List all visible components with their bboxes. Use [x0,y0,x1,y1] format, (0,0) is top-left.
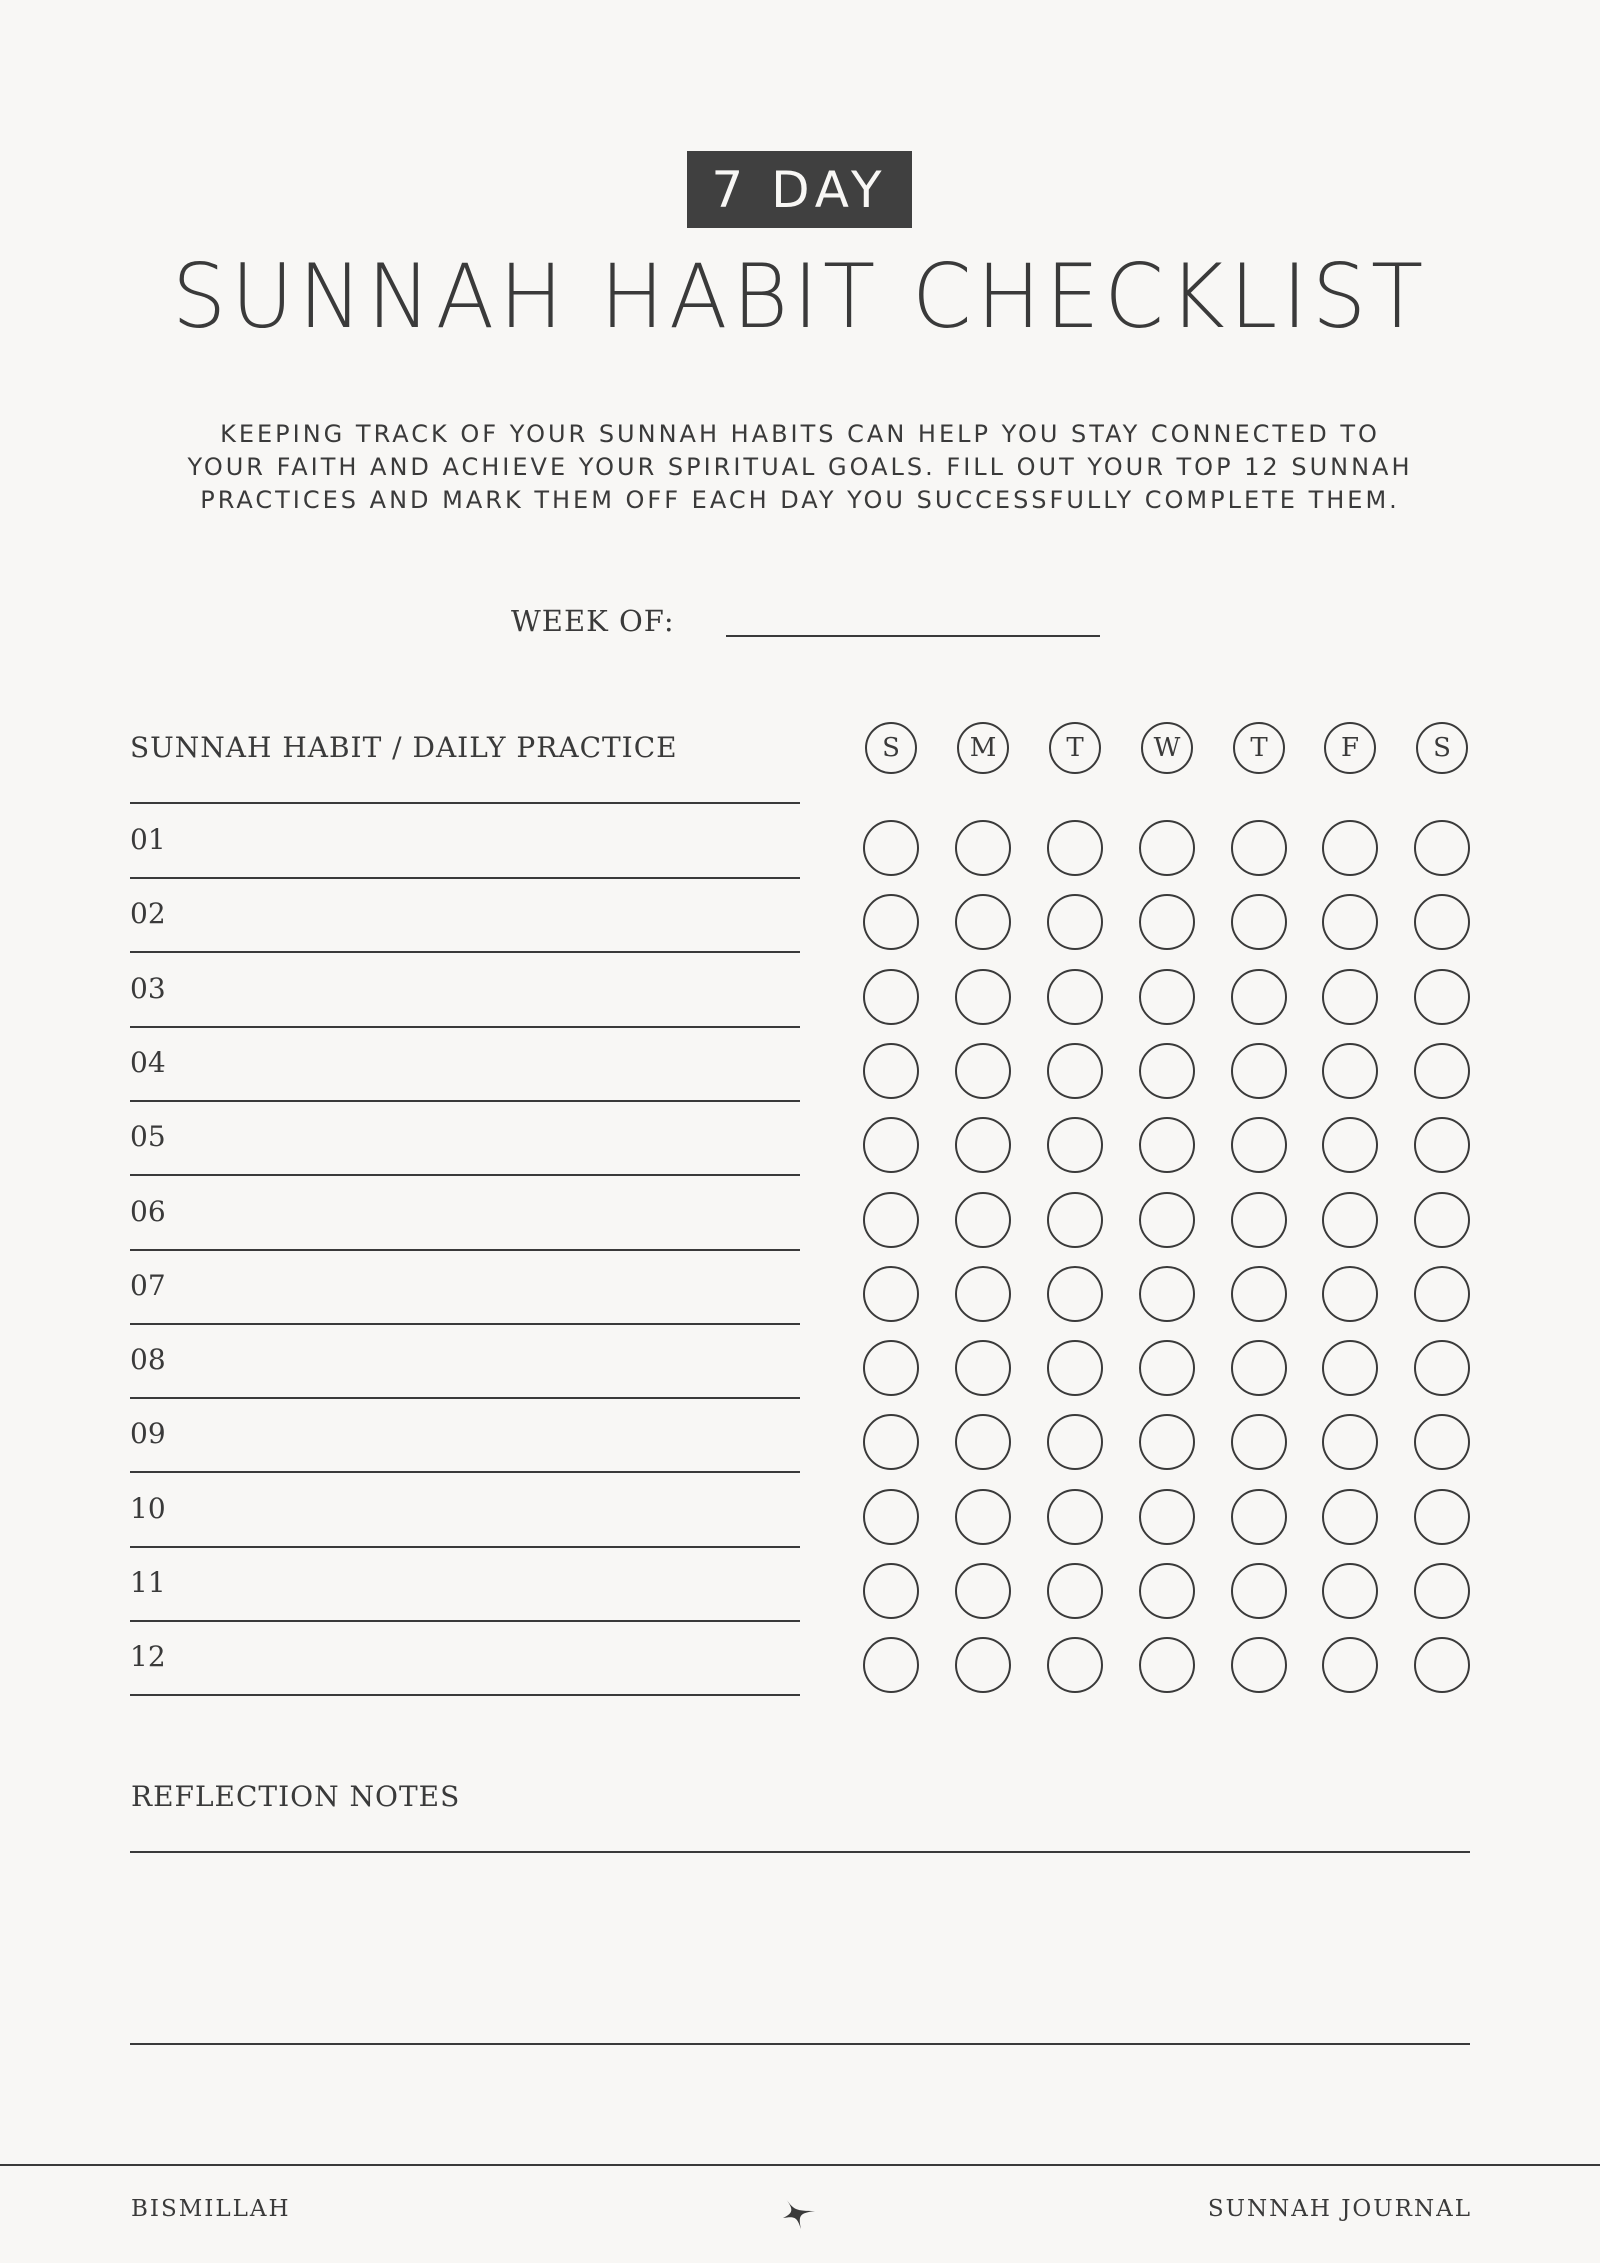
day-count-badge: 7 DAY [687,151,912,228]
day-checkbox[interactable] [1322,1266,1378,1322]
day-checkbox[interactable] [1322,820,1378,876]
row-number: 06 [130,1194,166,1228]
day-checkbox[interactable] [1139,1637,1195,1693]
day-checkbox[interactable] [1322,969,1378,1025]
day-checkbox[interactable] [1139,1266,1195,1322]
row-number: 01 [130,823,166,856]
day-header: S [1416,722,1468,774]
day-checkbox[interactable] [1231,1414,1287,1470]
day-checkbox[interactable] [955,969,1011,1025]
day-checkbox[interactable] [1231,1043,1287,1099]
day-checkbox[interactable] [1047,1414,1103,1470]
row-number: 04 [130,1045,166,1079]
day-checkbox[interactable] [1414,1637,1470,1693]
day-checkbox[interactable] [955,1414,1011,1470]
day-checkbox[interactable] [1231,1489,1287,1545]
day-checkbox[interactable] [1047,1117,1103,1173]
habit-column-header: SUNNAH HABIT / DAILY PRACTICE [130,731,678,764]
day-checkbox[interactable] [955,1192,1011,1248]
day-checkbox[interactable] [1231,1117,1287,1173]
habit-entry-line[interactable] [130,1546,800,1548]
day-checkbox[interactable] [1414,1340,1470,1396]
day-checkbox[interactable] [1322,1340,1378,1396]
row-number: 09 [130,1417,166,1451]
day-checkbox[interactable] [1047,1192,1103,1248]
day-checkbox[interactable] [1322,1192,1378,1248]
day-checkbox[interactable] [1047,969,1103,1025]
page-title: SUNNAH HABIT CHECKLIST [171,245,1429,348]
day-checkbox[interactable] [1231,1340,1287,1396]
day-checkbox[interactable] [1047,894,1103,950]
description-line: YOUR FAITH AND ACHIEVE YOUR SPIRITUAL GOALS. FILL OUT YOUR TOP 12 SUNNAH [187,453,1413,481]
day-checkbox[interactable] [1414,1414,1470,1470]
day-checkbox[interactable] [1139,1117,1195,1173]
day-checkbox[interactable] [863,1266,919,1322]
habit-entry-line[interactable] [130,1100,800,1102]
day-checkbox[interactable] [1231,1637,1287,1693]
description-line: KEEPING TRACK OF YOUR SUNNAH HABITS CAN HELP YOU STAY CONNECTED TO [220,420,1380,448]
day-checkbox[interactable] [1322,1414,1378,1470]
day-checkbox[interactable] [863,1192,919,1248]
day-header: T [1049,722,1101,774]
day-checkbox[interactable] [863,894,919,950]
day-checkbox[interactable] [1139,1414,1195,1470]
day-checkbox[interactable] [1322,1637,1378,1693]
habit-entry-line[interactable] [130,1471,800,1473]
day-checkbox[interactable] [1414,1489,1470,1545]
row-number: 08 [130,1343,166,1377]
row-number: 07 [130,1268,166,1302]
day-checkbox[interactable] [1047,1489,1103,1545]
day-checkbox[interactable] [1047,1637,1103,1693]
habit-entry-line[interactable] [130,1694,800,1696]
day-checkbox[interactable] [955,1266,1011,1322]
habit-entry-line[interactable] [130,1397,800,1399]
day-checkbox[interactable] [955,894,1011,950]
footer-right-text: SUNNAH JOURNAL [1207,2196,1472,2222]
day-checkbox[interactable] [955,820,1011,876]
day-checkbox[interactable] [1139,1340,1195,1396]
day-checkbox[interactable] [863,1563,919,1619]
footer-left-text: BISMILLAH [131,2196,291,2222]
day-checkbox[interactable] [1414,1043,1470,1099]
habit-entry-line[interactable] [130,877,800,879]
reflection-note-line[interactable] [130,2043,1470,2045]
habit-entry-line[interactable] [130,1323,800,1325]
description-line: PRACTICES AND MARK THEM OFF EACH DAY YOU SUCCESSFULLY COMPLETE THEM. [200,486,1400,514]
day-checkbox[interactable] [1139,820,1195,876]
footer-divider [0,2164,1600,2166]
day-checkbox[interactable] [1414,1192,1470,1248]
day-checkbox[interactable] [1047,1043,1103,1099]
day-checkbox[interactable] [863,1117,919,1173]
day-checkbox[interactable] [955,1117,1011,1173]
day-checkbox[interactable] [1231,1266,1287,1322]
day-checkbox[interactable] [955,1340,1011,1396]
row-number: 12 [130,1640,166,1674]
day-checkbox[interactable] [1322,1563,1378,1619]
day-checkbox[interactable] [1231,820,1287,876]
row-number: 10 [130,1491,166,1525]
day-checkbox[interactable] [1322,894,1378,950]
day-checkbox[interactable] [863,1340,919,1396]
day-checkbox[interactable] [863,820,919,876]
day-header: S [865,722,917,774]
day-checkbox[interactable] [1414,1117,1470,1173]
day-checkbox[interactable] [1414,820,1470,876]
habit-entry-line[interactable] [130,1026,800,1028]
habit-entry-line[interactable] [130,951,800,953]
day-checkbox[interactable] [1139,894,1195,950]
week-of-field[interactable] [726,635,1100,637]
day-header: T [1233,722,1285,774]
day-checkbox[interactable] [863,1414,919,1470]
day-checkbox[interactable] [1414,1266,1470,1322]
day-checkbox[interactable] [1047,1266,1103,1322]
day-checkbox[interactable] [1139,969,1195,1025]
day-checkbox[interactable] [1231,1192,1287,1248]
day-checkbox[interactable] [1047,1563,1103,1619]
row-number: 11 [130,1566,166,1599]
day-checkbox[interactable] [1414,1563,1470,1619]
day-checkbox[interactable] [1231,969,1287,1025]
day-checkbox[interactable] [1047,1340,1103,1396]
reflection-notes-label: REFLECTION NOTES [131,1780,461,1813]
day-checkbox[interactable] [1139,1489,1195,1545]
day-checkbox[interactable] [1322,1043,1378,1099]
day-header: W [1141,722,1193,774]
habit-entry-line[interactable] [130,1249,800,1251]
four-point-star-icon [780,2195,818,2233]
day-header: M [957,722,1009,774]
day-checkbox[interactable] [863,1489,919,1545]
day-checkbox[interactable] [1322,1117,1378,1173]
day-checkbox[interactable] [1414,894,1470,950]
day-checkbox[interactable] [1047,820,1103,876]
day-checkbox[interactable] [955,1043,1011,1099]
day-checkbox[interactable] [955,1563,1011,1619]
day-checkbox[interactable] [955,1489,1011,1545]
row-divider [130,802,800,804]
reflection-note-line[interactable] [130,1851,1470,1853]
habit-entry-line[interactable] [130,1620,800,1622]
day-checkbox[interactable] [1139,1043,1195,1099]
week-of-label: WEEK OF: [511,604,675,638]
day-checkbox[interactable] [955,1637,1011,1693]
day-checkbox[interactable] [1414,969,1470,1025]
day-header: F [1324,722,1376,774]
habit-entry-line[interactable] [130,1174,800,1176]
day-checkbox[interactable] [863,969,919,1025]
row-number: 02 [130,897,166,931]
day-checkbox[interactable] [863,1637,919,1693]
day-checkbox[interactable] [1231,1563,1287,1619]
description [140,418,1460,517]
row-number: 03 [130,971,166,1005]
day-checkbox[interactable] [863,1043,919,1099]
day-checkbox[interactable] [1322,1489,1378,1545]
day-checkbox[interactable] [1139,1563,1195,1619]
row-number: 05 [130,1120,166,1154]
day-checkbox[interactable] [1231,894,1287,950]
day-checkbox[interactable] [1139,1192,1195,1248]
